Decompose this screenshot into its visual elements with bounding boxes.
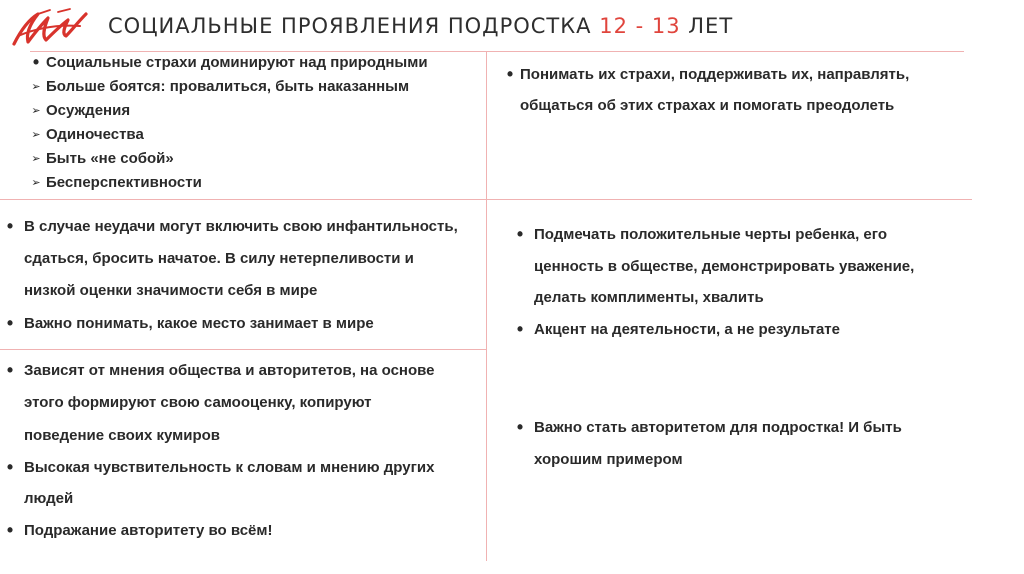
row-divider-2 xyxy=(0,349,486,350)
title-underline xyxy=(30,51,964,52)
bullet-icon: • xyxy=(6,457,14,477)
page-title xyxy=(108,14,733,38)
bullet-icon: • xyxy=(6,216,14,236)
bullet-icon: • xyxy=(6,520,14,540)
bullet-icon: • xyxy=(516,224,524,244)
bullet-icon: • xyxy=(32,52,40,72)
arrow-bullet-icon: ➢ xyxy=(31,129,41,141)
title-main: СОЦИАЛЬНЫЕ ПРОЯВЛЕНИЯ ПОДРОСТКА xyxy=(108,14,600,38)
bullet-icon: • xyxy=(6,313,14,333)
arrow-bullet-icon: ➢ xyxy=(31,177,41,189)
title-suffix: ЛЕТ xyxy=(680,14,734,38)
arrow-bullet-icon: ➢ xyxy=(31,105,41,117)
logo-signature-icon xyxy=(8,6,90,50)
bullet-icon: • xyxy=(516,417,524,437)
column-divider xyxy=(486,51,487,561)
arrow-bullet-icon: ➢ xyxy=(31,81,41,93)
bullet-icon: • xyxy=(516,319,524,339)
bullet-icon: • xyxy=(6,360,14,380)
title-age-range: 12 - 13 xyxy=(599,14,681,38)
bullet-icon: • xyxy=(506,64,514,84)
arrow-bullet-icon: ➢ xyxy=(31,153,41,165)
